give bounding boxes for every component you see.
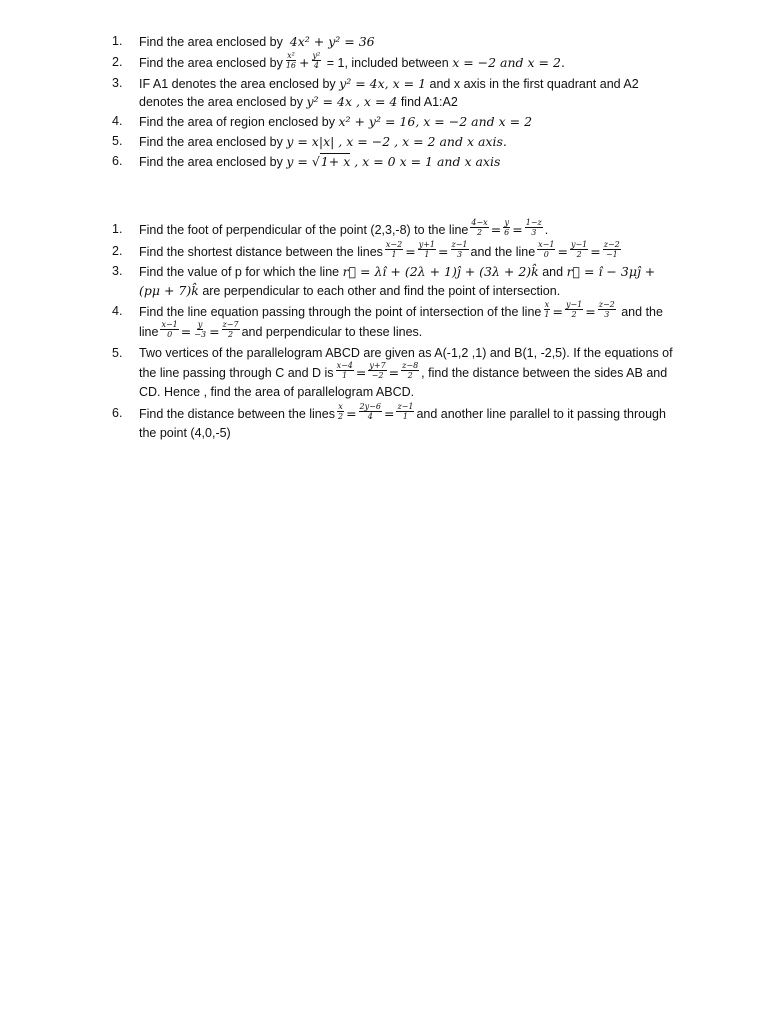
question-text: and perpendicular to these lines.: [241, 325, 423, 340]
line-question-4: 4. Find the line equation passing through the point of intersection of the line $\frac{x}{1}$ = $\frac{y-1}{2}$ = $\frac{z-2}{3}$ and the line $\frac{x-1}{0}$ = $\frac{y}{-3}$ = $\frac{z-7}{2}$ and perpendicular to these lines.: [112, 300, 663, 340]
question-text: Find the foot of perpendicular of the point (2,3,-8) to the line: [139, 223, 469, 237]
question-number: 3.: [112, 264, 123, 279]
equation: 4x² + y² = 36: [289, 34, 375, 49]
area-question-list: [112, 33, 677, 173]
area-question-5: [112, 133, 677, 152]
line-question-5: 5. Two vertices of the parallelogram ABCD are given as A(-1,2 ,1) and B(1, -2,5). If the equations of the line passing through C and D is $\frac{x-4}{1}$ = $\frac{y+7}{-2}$ = $\frac{z-8}{2}$ , find the distance between the sides AB and CD. Hence , find the area of parallelogram ABCD.: [112, 345, 673, 400]
fraction: $\frac{y}{-3}$: [194, 320, 207, 340]
question-number: 2.: [112, 55, 123, 69]
question-text: and the line: [139, 304, 663, 340]
area-question-6: [112, 153, 677, 172]
question-text: Find the distance between the lines: [139, 406, 335, 421]
question-text: Find the shortest distance between the lines: [139, 244, 383, 259]
fraction: $\frac{z-8}{2}$: [402, 361, 419, 381]
equation: r⃗ = î − 3μĵ + (pμ + 7)k̂: [139, 264, 656, 298]
question-text: Two vertices of the parallelogram ABCD are given as A(-1,2 ,1) and B(1, -2,5). If the equations of the line passing through C and D is: [139, 345, 673, 380]
question-number: 5.: [112, 134, 123, 149]
fraction: $\frac{y-1}{2}$: [565, 300, 583, 320]
question-text: Find the area enclosed by: [139, 35, 283, 49]
equation: y² = 4x , x = 4: [306, 94, 398, 110]
fraction: $\frac{4-x}{2}$: [471, 218, 488, 238]
question-text: Find the line equation passing through the point of intersection of the line: [139, 304, 542, 319]
fraction: $\frac{z-1}{3}$: [451, 239, 468, 259]
question-text: , find the distance between the sides AB and CD. Hence , find the area of parallelogram ABCD.: [139, 365, 668, 400]
fraction: $\frac{z-2}{-1}$: [603, 239, 620, 259]
fraction: $\frac{z-2}{3}$: [598, 300, 615, 320]
question-number: 6.: [112, 154, 123, 169]
line-question-1: 1. Find the foot of perpendicular of the point (2,3,-8) to the line $\frac{4-x}{2}$ = $\frac{y}{6}$ = $\frac{1-z}{3}$ .: [112, 218, 549, 238]
question-text: Find the area enclosed by: [139, 155, 283, 170]
line-question-list: [112, 220, 677, 444]
question-number: 2.: [112, 243, 123, 258]
question-text: find A1:A2: [400, 95, 458, 110]
question-text: and: [542, 265, 564, 280]
question-number: 4.: [112, 114, 123, 129]
question-text: and x axis in the first quadrant and A2 denotes the area enclosed by: [139, 76, 639, 110]
question-text: are perpendicular to each other and find the point of intersection.: [202, 283, 561, 298]
equation: y = x|x| , x = −2 , x = 2 and x axis.: [286, 134, 507, 150]
fraction: $\frac{1-z}{3}$: [525, 218, 542, 238]
line-question-6: 6. Find the distance between the lines $\frac{x}{2}$ = $\frac{2y-6}{4}$ = $\frac{z-1}{1}$ and another line parallel to it passing through the point (4,0,-5): [112, 401, 666, 440]
question-text: Find the value of p for which the line: [139, 265, 340, 280]
fraction: $\frac{x-1}{0}$: [161, 320, 178, 340]
question-text: and the line: [470, 244, 536, 259]
question-text: IF A1 denotes the area enclosed by: [139, 76, 336, 91]
equation: y² = 4x, x = 1: [339, 75, 427, 91]
question-number: 3.: [112, 75, 123, 90]
area-question-4: [112, 113, 677, 132]
fraction: $\frac{x}{2}$: [337, 401, 344, 421]
fraction: $\frac{\text{x²}}{16}$: [285, 51, 297, 71]
fraction: $\frac{y+1}{1}$: [418, 239, 436, 259]
fraction: $\frac{z-1}{1}$: [397, 401, 414, 421]
fraction: $\frac{x}{1}$: [544, 300, 550, 320]
question-number: 1.: [112, 222, 123, 236]
area-question-1: [112, 33, 677, 52]
question-number: 4.: [112, 303, 123, 318]
question-number: 1.: [112, 34, 123, 48]
question-number: 6.: [112, 405, 123, 420]
equation: x = −2 and x = 2.: [452, 55, 565, 70]
fraction: $\frac{x-1}{0}$: [538, 239, 555, 259]
fraction: $\frac{x-2}{1}$: [385, 239, 403, 259]
area-question-3: [112, 75, 677, 112]
fraction: $\frac{y}{6}$: [504, 218, 510, 238]
question-number: 5.: [112, 345, 123, 360]
question-text: Find the area enclosed by: [139, 56, 283, 70]
equation: y = √1+ x , x = 0 x = 1 and x axis: [286, 154, 501, 170]
question-text: Find the area enclosed by: [139, 135, 283, 150]
fraction: $\frac{2y-6}{4}$: [359, 401, 381, 421]
equation: x² + y² = 16, x = −2 and x = 2: [338, 114, 533, 130]
fraction: $\frac{y-1}{2}$: [570, 239, 588, 259]
fraction: $\frac{x-4}{1}$: [336, 361, 353, 381]
question-text: and another line parallel to it passing through the point (4,0,-5): [139, 406, 666, 440]
question-text: = 1, included between: [326, 56, 449, 70]
fraction: $\frac{\text{y²}}{4}$: [312, 51, 321, 71]
fraction: $\frac{y+7}{-2}$: [369, 361, 386, 381]
line-question-2: 2. Find the shortest distance between the lines $\frac{x-2}{1}$ = $\frac{y+1}{1}$ = $\frac{z-1}{3}$ and the line $\frac{x-1}{0}$ = $\frac{y-1}{2}$ = $\frac{z-2}{-1}$: [112, 239, 620, 259]
fraction: $\frac{z-7}{2}$: [222, 320, 239, 340]
question-text: Find the area of region enclosed by: [139, 115, 335, 130]
equation: r⃗ = λî + (2λ + 1)ĵ + (3λ + 2)k̂: [342, 264, 539, 280]
sqrt-icon: √: [311, 154, 320, 170]
area-question-2: 2. Find the area enclosed by $\frac{\text{x²}}{16}$ + $\frac{\text{y²}}{4}$ = 1, included between x = −2 and x = 2.: [112, 51, 565, 71]
line-question-3: [112, 263, 677, 300]
